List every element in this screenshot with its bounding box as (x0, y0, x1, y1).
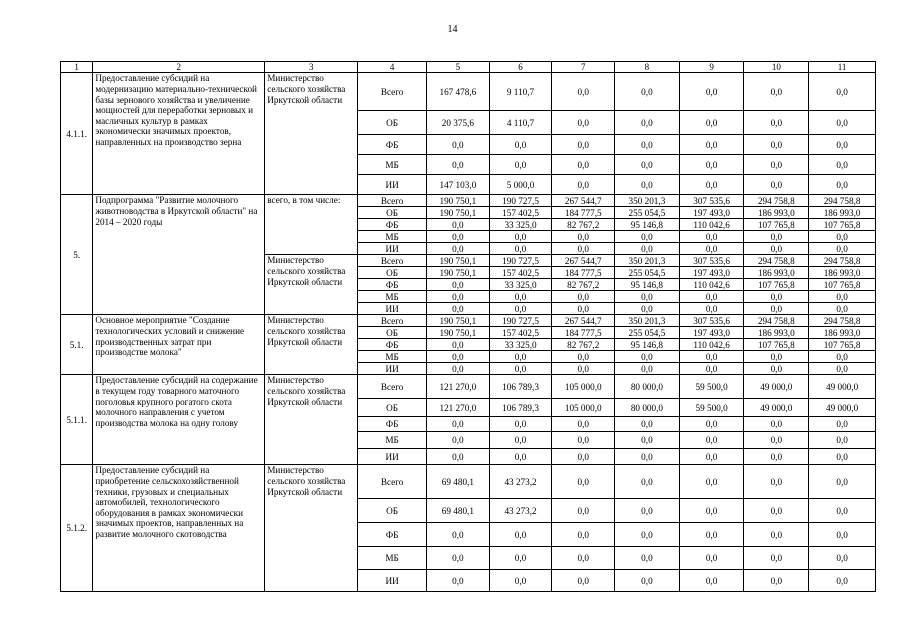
item-code: 4.1.1. (61, 73, 93, 195)
funding-source: ОБ (358, 267, 427, 279)
year-value: 186 993,0 (744, 207, 809, 219)
year-value: 107 765,8 (744, 339, 809, 351)
year-value: 0,0 (679, 243, 744, 255)
year-value: 0,0 (489, 523, 552, 547)
year-value: 0,0 (615, 570, 680, 592)
year-value: 0,0 (552, 175, 615, 195)
year-value: 186 993,0 (744, 327, 809, 339)
year-value: 0,0 (427, 243, 490, 255)
year-value: 0,0 (552, 111, 615, 135)
year-value: 167 478,6 (427, 73, 490, 111)
year-value: 0,0 (615, 155, 680, 175)
year-value: 294 758,8 (744, 195, 809, 207)
year-value: 107 765,8 (809, 219, 876, 231)
year-value: 0,0 (552, 523, 615, 547)
year-value: 157 402,5 (489, 267, 552, 279)
year-value: 0,0 (552, 570, 615, 592)
year-value: 190 750,1 (427, 327, 490, 339)
year-value: 110 042,6 (679, 219, 744, 231)
year-value: 0,0 (809, 570, 876, 592)
year-value: 0,0 (615, 465, 680, 499)
funding-source: ОБ (358, 499, 427, 523)
funding-source: ИИ (358, 449, 427, 465)
year-value: 0,0 (679, 432, 744, 449)
year-value: 43 273,2 (489, 499, 552, 523)
column-number-header: 5 (427, 62, 490, 73)
year-value: 0,0 (809, 465, 876, 499)
year-value: 0,0 (615, 351, 680, 363)
year-value: 0,0 (615, 523, 680, 547)
year-value: 0,0 (489, 547, 552, 570)
item-name: Предоставление субсидий на модернизацию материально-технической базы зернового хозяйства и увеличение мощностей для переработки зерновых и масличных культур в рамках экономически значимых проектов, направленных на производство зерна (93, 73, 265, 195)
year-value: 0,0 (552, 243, 615, 255)
year-value: 0,0 (809, 111, 876, 135)
year-value: 0,0 (679, 73, 744, 111)
item-code: 5.1.2. (61, 465, 93, 592)
year-value: 80 000,0 (615, 399, 680, 417)
year-value: 350 201,3 (615, 195, 680, 207)
year-value: 197 493,0 (679, 207, 744, 219)
funding-source: МБ (358, 291, 427, 303)
funding-source: ИИ (358, 363, 427, 375)
year-value: 110 042,6 (679, 339, 744, 351)
funding-source: ОБ (358, 207, 427, 219)
year-value: 95 146,8 (615, 279, 680, 291)
year-value: 294 758,8 (809, 195, 876, 207)
funding-source: ФБ (358, 219, 427, 231)
year-value: 0,0 (615, 243, 680, 255)
year-value: 0,0 (552, 465, 615, 499)
column-number-header: 11 (809, 62, 876, 73)
year-value: 0,0 (552, 155, 615, 175)
year-value: 0,0 (809, 175, 876, 195)
year-value: 0,0 (427, 570, 490, 592)
year-value: 0,0 (809, 417, 876, 432)
year-value: 186 993,0 (809, 267, 876, 279)
year-value: 267 544,7 (552, 195, 615, 207)
year-value: 0,0 (489, 363, 552, 375)
year-value: 0,0 (809, 291, 876, 303)
year-value: 107 765,8 (809, 279, 876, 291)
year-value: 0,0 (552, 499, 615, 523)
year-value: 267 544,7 (552, 315, 615, 327)
year-value: 110 042,6 (679, 279, 744, 291)
year-value: 0,0 (809, 135, 876, 155)
column-number-header: 1 (61, 62, 93, 73)
year-value: 184 777,5 (552, 207, 615, 219)
item-name: Предоставление субсидий на приобретение сельскохозяйственной техники, грузовых и специальных автомобилей, технологического оборудования в рамках экономически значимых проектов, направленных на развитие молочного скотоводства (93, 465, 265, 592)
year-value: 0,0 (552, 73, 615, 111)
funding-source: Всего (358, 255, 427, 267)
year-value: 0,0 (427, 339, 490, 351)
funding-source: ФБ (358, 279, 427, 291)
year-value: 0,0 (489, 243, 552, 255)
year-value: 0,0 (615, 449, 680, 465)
year-value: 0,0 (679, 231, 744, 243)
column-number-header: 7 (552, 62, 615, 73)
year-value: 186 993,0 (809, 327, 876, 339)
year-value: 0,0 (427, 363, 490, 375)
year-value: 95 146,8 (615, 219, 680, 231)
year-value: 190 750,1 (427, 267, 490, 279)
year-value: 0,0 (679, 351, 744, 363)
funding-source: ФБ (358, 417, 427, 432)
year-value: 294 758,8 (744, 255, 809, 267)
year-value: 121 270,0 (427, 399, 490, 417)
year-value: 255 054,5 (615, 207, 680, 219)
page-number: 14 (447, 24, 458, 35)
table-row (61, 73, 876, 111)
year-value: 69 480,1 (427, 465, 490, 499)
year-value: 95 146,8 (615, 339, 680, 351)
year-value: 0,0 (744, 465, 809, 499)
budget-table (60, 61, 876, 592)
year-value: 0,0 (744, 432, 809, 449)
year-value: 0,0 (744, 155, 809, 175)
column-number-header: 4 (358, 62, 427, 73)
year-value: 0,0 (809, 303, 876, 315)
column-number-header: 6 (489, 62, 552, 73)
year-value: 0,0 (427, 523, 490, 547)
year-value: 0,0 (809, 243, 876, 255)
year-value: 33 325,0 (489, 339, 552, 351)
year-value: 0,0 (679, 523, 744, 547)
year-value: 255 054,5 (615, 267, 680, 279)
year-value: 197 493,0 (679, 327, 744, 339)
funding-source: ОБ (358, 327, 427, 339)
year-value: 107 765,8 (744, 219, 809, 231)
year-value: 0,0 (489, 155, 552, 175)
year-value: 0,0 (552, 135, 615, 155)
column-number-header: 9 (679, 62, 744, 73)
year-value: 0,0 (489, 449, 552, 465)
funding-source: ОБ (358, 111, 427, 135)
funding-source: ФБ (358, 523, 427, 547)
year-value: 0,0 (427, 219, 490, 231)
year-value: 0,0 (744, 135, 809, 155)
year-value: 0,0 (427, 291, 490, 303)
year-value: 190 750,1 (427, 207, 490, 219)
year-value: 82 767,2 (552, 279, 615, 291)
year-value: 0,0 (744, 243, 809, 255)
year-value: 147 103,0 (427, 175, 490, 195)
year-value: 0,0 (744, 111, 809, 135)
year-value: 0,0 (744, 417, 809, 432)
year-value: 49 000,0 (809, 399, 876, 417)
year-value: 0,0 (552, 449, 615, 465)
year-value: 0,0 (809, 449, 876, 465)
year-value: 184 777,5 (552, 267, 615, 279)
year-value: 20 375,6 (427, 111, 490, 135)
item-name: Основное мероприятие "Создание технологических условий и снижение производственных затрат при производстве молока" (93, 315, 265, 375)
funding-source: ИИ (358, 243, 427, 255)
year-value: 267 544,7 (552, 255, 615, 267)
year-value: 0,0 (615, 417, 680, 432)
table-row (61, 315, 876, 327)
year-value: 0,0 (489, 417, 552, 432)
year-value: 0,0 (679, 449, 744, 465)
year-value: 186 993,0 (809, 207, 876, 219)
year-value: 0,0 (615, 111, 680, 135)
year-value: 33 325,0 (489, 279, 552, 291)
executor: Министерство сельского хозяйства Иркутской области (265, 375, 358, 465)
year-value: 4 110,7 (489, 111, 552, 135)
year-value: 0,0 (489, 303, 552, 315)
year-value: 5 000,0 (489, 175, 552, 195)
column-number-header: 2 (93, 62, 265, 73)
year-value: 0,0 (552, 432, 615, 449)
year-value: 0,0 (679, 155, 744, 175)
year-value: 69 480,1 (427, 499, 490, 523)
table-row (61, 465, 876, 499)
year-value: 0,0 (489, 570, 552, 592)
year-value: 0,0 (744, 363, 809, 375)
year-value: 350 201,3 (615, 315, 680, 327)
year-value: 0,0 (427, 417, 490, 432)
year-value: 0,0 (427, 279, 490, 291)
year-value: 0,0 (615, 547, 680, 570)
year-value: 106 789,3 (489, 399, 552, 417)
year-value: 0,0 (809, 499, 876, 523)
year-value: 294 758,8 (744, 315, 809, 327)
year-value: 0,0 (679, 175, 744, 195)
year-value: 0,0 (679, 135, 744, 155)
year-value: 0,0 (615, 231, 680, 243)
year-value: 0,0 (744, 231, 809, 243)
column-number-row (61, 62, 876, 73)
year-value: 0,0 (615, 499, 680, 523)
year-value: 0,0 (489, 135, 552, 155)
table-row (61, 375, 876, 399)
year-value: 0,0 (744, 291, 809, 303)
year-value: 0,0 (679, 291, 744, 303)
year-value: 0,0 (427, 303, 490, 315)
year-value: 0,0 (615, 303, 680, 315)
year-value: 0,0 (809, 432, 876, 449)
funding-source: Всего (358, 195, 427, 207)
year-value: 9 110,7 (489, 73, 552, 111)
year-value: 190 727,5 (489, 195, 552, 207)
executor: Министерство сельского хозяйства Иркутской области (265, 315, 358, 375)
year-value: 307 535,6 (679, 195, 744, 207)
year-value: 294 758,8 (809, 255, 876, 267)
year-value: 0,0 (679, 111, 744, 135)
year-value: 0,0 (809, 523, 876, 547)
year-value: 0,0 (679, 417, 744, 432)
year-value: 49 000,0 (744, 399, 809, 417)
year-value: 0,0 (615, 432, 680, 449)
funding-source: ИИ (358, 303, 427, 315)
year-value: 184 777,5 (552, 327, 615, 339)
year-value: 197 493,0 (679, 267, 744, 279)
year-value: 33 325,0 (489, 219, 552, 231)
executor: Министерство сельского хозяйства Иркутской области (265, 255, 358, 315)
funding-source: Всего (358, 465, 427, 499)
year-value: 0,0 (679, 547, 744, 570)
year-value: 0,0 (552, 291, 615, 303)
table-header (61, 62, 876, 73)
funding-source: Всего (358, 375, 427, 399)
year-value: 0,0 (744, 547, 809, 570)
year-value: 0,0 (489, 291, 552, 303)
funding-source: Всего (358, 73, 427, 111)
year-value: 0,0 (615, 135, 680, 155)
year-value: 0,0 (744, 523, 809, 547)
column-number-header: 8 (615, 62, 680, 73)
year-value: 105 000,0 (552, 375, 615, 399)
item-name: Подпрограмма "Развитие молочного животноводства в Иркутской области" на 2014 – 2020 годы (93, 195, 265, 315)
year-value: 294 758,8 (809, 315, 876, 327)
year-value: 190 727,5 (489, 255, 552, 267)
year-value: 0,0 (427, 547, 490, 570)
year-value: 186 993,0 (744, 267, 809, 279)
item-code: 5.1.1. (61, 375, 93, 465)
item-name: Предоставление субсидий на содержание в текущем году товарного маточного поголовья крупного рогатого скота молочного направления с учетом производства молока на одну голову (93, 375, 265, 465)
executor: Министерство сельского хозяйства Иркутской области (265, 465, 358, 592)
year-value: 0,0 (552, 547, 615, 570)
year-value: 0,0 (427, 351, 490, 363)
year-value: 0,0 (744, 449, 809, 465)
year-value: 157 402,5 (489, 327, 552, 339)
year-value: 0,0 (744, 73, 809, 111)
funding-source: ИИ (358, 175, 427, 195)
year-value: 0,0 (809, 363, 876, 375)
year-value: 0,0 (552, 417, 615, 432)
funding-source: МБ (358, 547, 427, 570)
funding-source: ФБ (358, 135, 427, 155)
year-value: 0,0 (552, 231, 615, 243)
table-row (61, 195, 876, 207)
year-value: 49 000,0 (809, 375, 876, 399)
year-value: 0,0 (489, 231, 552, 243)
year-value: 255 054,5 (615, 327, 680, 339)
year-value: 0,0 (679, 303, 744, 315)
year-value: 190 750,1 (427, 195, 490, 207)
year-value: 0,0 (809, 73, 876, 111)
year-value: 43 273,2 (489, 465, 552, 499)
year-value: 0,0 (427, 449, 490, 465)
year-value: 0,0 (679, 363, 744, 375)
funding-source: МБ (358, 155, 427, 175)
year-value: 82 767,2 (552, 339, 615, 351)
executor: всего, в том числе: (265, 195, 358, 255)
year-value: 107 765,8 (744, 279, 809, 291)
year-value: 0,0 (615, 73, 680, 111)
year-value: 0,0 (552, 363, 615, 375)
year-value: 0,0 (615, 291, 680, 303)
column-number-header: 3 (265, 62, 358, 73)
year-value: 105 000,0 (552, 399, 615, 417)
year-value: 0,0 (489, 432, 552, 449)
year-value: 0,0 (809, 547, 876, 570)
executor: Министерство сельского хозяйства Иркутской области (265, 73, 358, 195)
year-value: 0,0 (744, 351, 809, 363)
year-value: 307 535,6 (679, 315, 744, 327)
funding-source: Всего (358, 315, 427, 327)
year-value: 190 750,1 (427, 315, 490, 327)
year-value: 107 765,8 (809, 339, 876, 351)
year-value: 0,0 (679, 570, 744, 592)
year-value: 121 270,0 (427, 375, 490, 399)
year-value: 59 500,0 (679, 399, 744, 417)
year-value: 82 767,2 (552, 219, 615, 231)
year-value: 0,0 (809, 231, 876, 243)
year-value: 0,0 (809, 351, 876, 363)
item-code: 5. (61, 195, 93, 315)
year-value: 0,0 (427, 432, 490, 449)
year-value: 0,0 (552, 303, 615, 315)
year-value: 0,0 (427, 231, 490, 243)
year-value: 106 789,3 (489, 375, 552, 399)
year-value: 0,0 (489, 351, 552, 363)
year-value: 49 000,0 (744, 375, 809, 399)
funding-source: ОБ (358, 399, 427, 417)
year-value: 157 402,5 (489, 207, 552, 219)
item-code: 5.1. (61, 315, 93, 375)
year-value: 0,0 (427, 135, 490, 155)
funding-source: ИИ (358, 570, 427, 592)
year-value: 0,0 (615, 175, 680, 195)
table-body (61, 73, 876, 592)
year-value: 190 727,5 (489, 315, 552, 327)
year-value: 0,0 (552, 351, 615, 363)
year-value: 190 750,1 (427, 255, 490, 267)
year-value: 0,0 (744, 175, 809, 195)
year-value: 0,0 (679, 465, 744, 499)
year-value: 0,0 (679, 499, 744, 523)
year-value: 0,0 (427, 155, 490, 175)
column-number-header: 10 (744, 62, 809, 73)
funding-source: МБ (358, 432, 427, 449)
funding-source: МБ (358, 351, 427, 363)
year-value: 80 000,0 (615, 375, 680, 399)
year-value: 350 201,3 (615, 255, 680, 267)
year-value: 0,0 (615, 363, 680, 375)
year-value: 0,0 (809, 155, 876, 175)
funding-source: ФБ (358, 339, 427, 351)
funding-source: МБ (358, 231, 427, 243)
year-value: 0,0 (744, 499, 809, 523)
year-value: 0,0 (744, 570, 809, 592)
year-value: 0,0 (744, 303, 809, 315)
year-value: 59 500,0 (679, 375, 744, 399)
year-value: 307 535,6 (679, 255, 744, 267)
